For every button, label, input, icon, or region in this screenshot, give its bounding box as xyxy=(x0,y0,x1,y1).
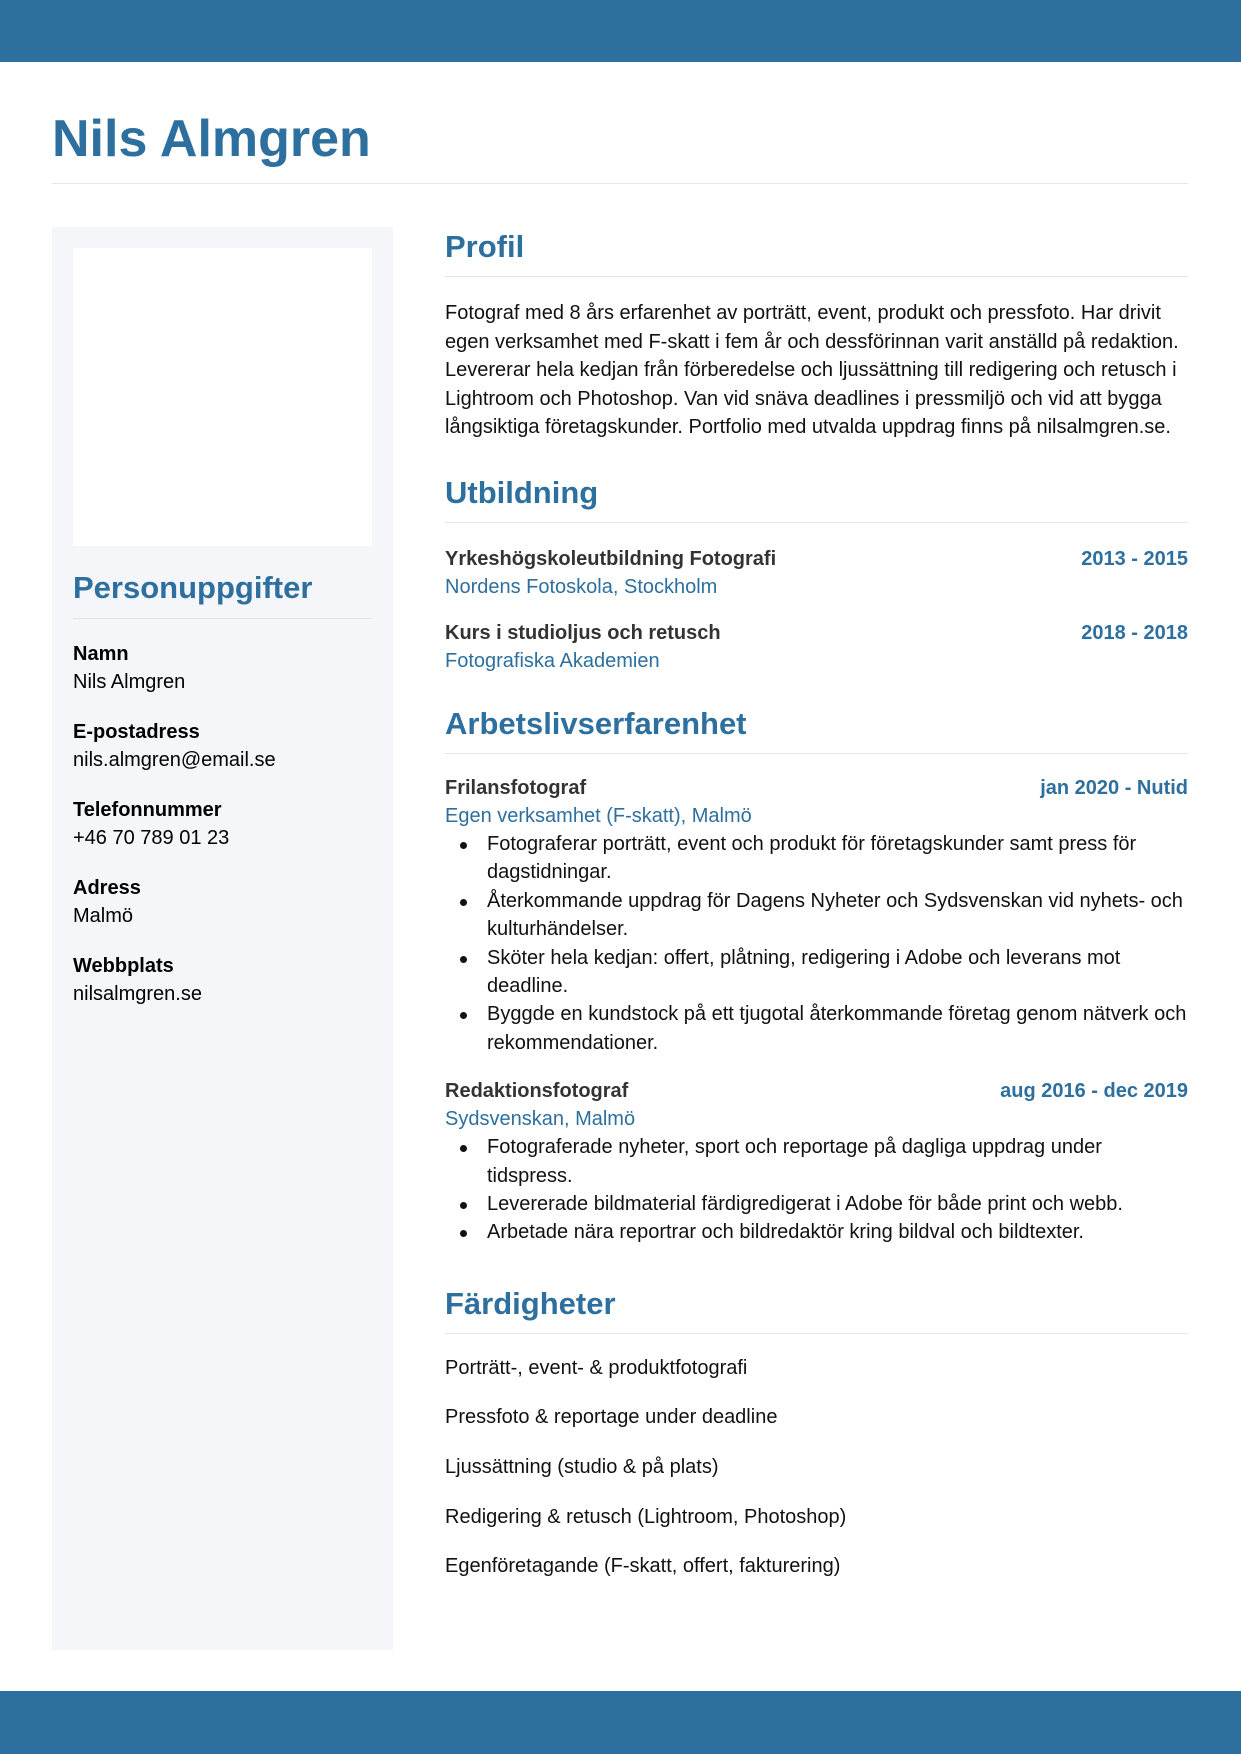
info-item-address xyxy=(73,874,372,952)
section-divider xyxy=(445,276,1188,277)
job-bullets xyxy=(445,1133,1188,1247)
info-value: nilsalmgren.se xyxy=(73,983,202,1005)
skill-item: Redigering & retusch (Lightroom, Photoshop) xyxy=(445,1505,847,1528)
info-item-name xyxy=(73,640,372,718)
top-color-band xyxy=(0,0,1241,62)
skill-item: Ljussättning (studio & på plats) xyxy=(445,1456,719,1479)
job-title: Redaktionsfotograf xyxy=(445,1080,629,1103)
info-label: Namn xyxy=(73,643,129,665)
education-dates: 2018 - 2018 xyxy=(1081,621,1188,644)
job-bullet: Fotograferade nyheter, sport och reportage på dagliga uppdrag under tidspress. xyxy=(487,1133,1188,1190)
skills-section xyxy=(445,1279,1188,1602)
skills-list xyxy=(445,1354,1188,1602)
personal-info-heading: Personuppgifter xyxy=(73,570,313,605)
info-label: Adress xyxy=(73,877,141,899)
job-bullet: Byggde en kundstock på ett tjugotal återkommande företag genom nätverk och rekommendationer. xyxy=(487,1000,1188,1057)
education-title: Kurs i studioljus och retusch xyxy=(445,621,721,644)
info-item-website xyxy=(73,952,372,1030)
job-dates: aug 2016 - dec 2019 xyxy=(1000,1080,1188,1103)
education-dates: 2013 - 2015 xyxy=(1081,547,1188,570)
header-divider xyxy=(52,183,1188,184)
education-school: Nordens Fotoskola, Stockholm xyxy=(445,575,718,598)
info-value: Malmö xyxy=(73,905,134,927)
job-bullet: Arbetade nära reportrar och bildredaktör kring bildval och bildtexter. xyxy=(487,1218,1188,1246)
work-heading: Arbetslivserfarenhet xyxy=(445,705,747,741)
resume-name-title: Nils Almgren xyxy=(52,110,371,168)
info-value: +46 70 789 01 23 xyxy=(73,827,230,849)
job-title: Frilansfotograf xyxy=(445,776,587,799)
info-item-phone xyxy=(73,796,372,874)
photo-placeholder xyxy=(73,248,372,546)
profile-text: Fotograf med 8 års erfarenhet av porträtt, event, produkt och pressfoto. Har drivit egen verksamhet med F-skatt i fem år och dessförinnan varit anställd på redaktion. Levererar hela kedjan från förberedelse och ljussättning till redigering och retusch i Lightroom och Photoshop. Van vid snäva deadlines i pressmiljö och vid att bygga långsiktiga företagskunder. Portfolio med utvalda uppdrag finns på nilsalmgren.se. xyxy=(445,302,1179,439)
job-employer: Egen verksamhet (F-skatt), Malmö xyxy=(445,804,752,827)
section-divider xyxy=(445,522,1188,523)
education-section xyxy=(445,468,1188,675)
job-bullets xyxy=(445,830,1188,1057)
main-content xyxy=(445,222,1188,1602)
section-divider xyxy=(445,1333,1188,1334)
info-label: Webbplats xyxy=(73,955,174,977)
info-item-email xyxy=(73,718,372,796)
education-entry xyxy=(445,545,1188,601)
work-entry xyxy=(445,1077,1188,1247)
info-value: nils.almgren@email.se xyxy=(73,749,276,771)
education-school: Fotografiska Akademien xyxy=(445,649,660,672)
work-entry xyxy=(445,774,1188,1057)
bottom-color-band xyxy=(0,1691,1241,1754)
job-bullet: Sköter hela kedjan: offert, plåtning, redigering i Adobe och leverans mot deadline. xyxy=(487,944,1188,1001)
profile-heading: Profil xyxy=(445,229,525,264)
section-divider xyxy=(445,753,1188,754)
education-title: Yrkeshögskoleutbildning Fotografi xyxy=(445,547,777,570)
skill-item: Porträtt-, event- & produktfotografi xyxy=(445,1356,748,1379)
job-bullet: Levererade bildmaterial färdigredigerat i Adobe för både print och webb. xyxy=(487,1190,1188,1218)
skills-heading: Färdigheter xyxy=(445,1285,616,1321)
education-heading: Utbildning xyxy=(445,474,599,510)
skill-item: Pressfoto & reportage under deadline xyxy=(445,1406,778,1429)
skill-item: Egenföretagande (F-skatt, offert, fakturering) xyxy=(445,1555,841,1578)
education-entry xyxy=(445,619,1188,675)
job-bullet: Fotograferar porträtt, event och produkt för företagskunder samt press för dagstidningar. xyxy=(487,830,1188,887)
sidebar xyxy=(52,227,393,1650)
job-employer: Sydsvenskan, Malmö xyxy=(445,1108,636,1131)
info-label: E-postadress xyxy=(73,721,200,743)
info-value: Nils Almgren xyxy=(73,671,186,693)
job-dates: jan 2020 - Nutid xyxy=(1040,776,1188,799)
work-section xyxy=(445,699,1188,1247)
profile-section xyxy=(445,222,1188,442)
sidebar-divider xyxy=(73,618,372,619)
job-bullet: Återkommande uppdrag för Dagens Nyheter och Sydsvenskan vid nyhets- och kulturhändelser. xyxy=(487,887,1188,944)
personal-info-list xyxy=(73,640,372,1030)
info-label: Telefonnummer xyxy=(73,799,222,821)
